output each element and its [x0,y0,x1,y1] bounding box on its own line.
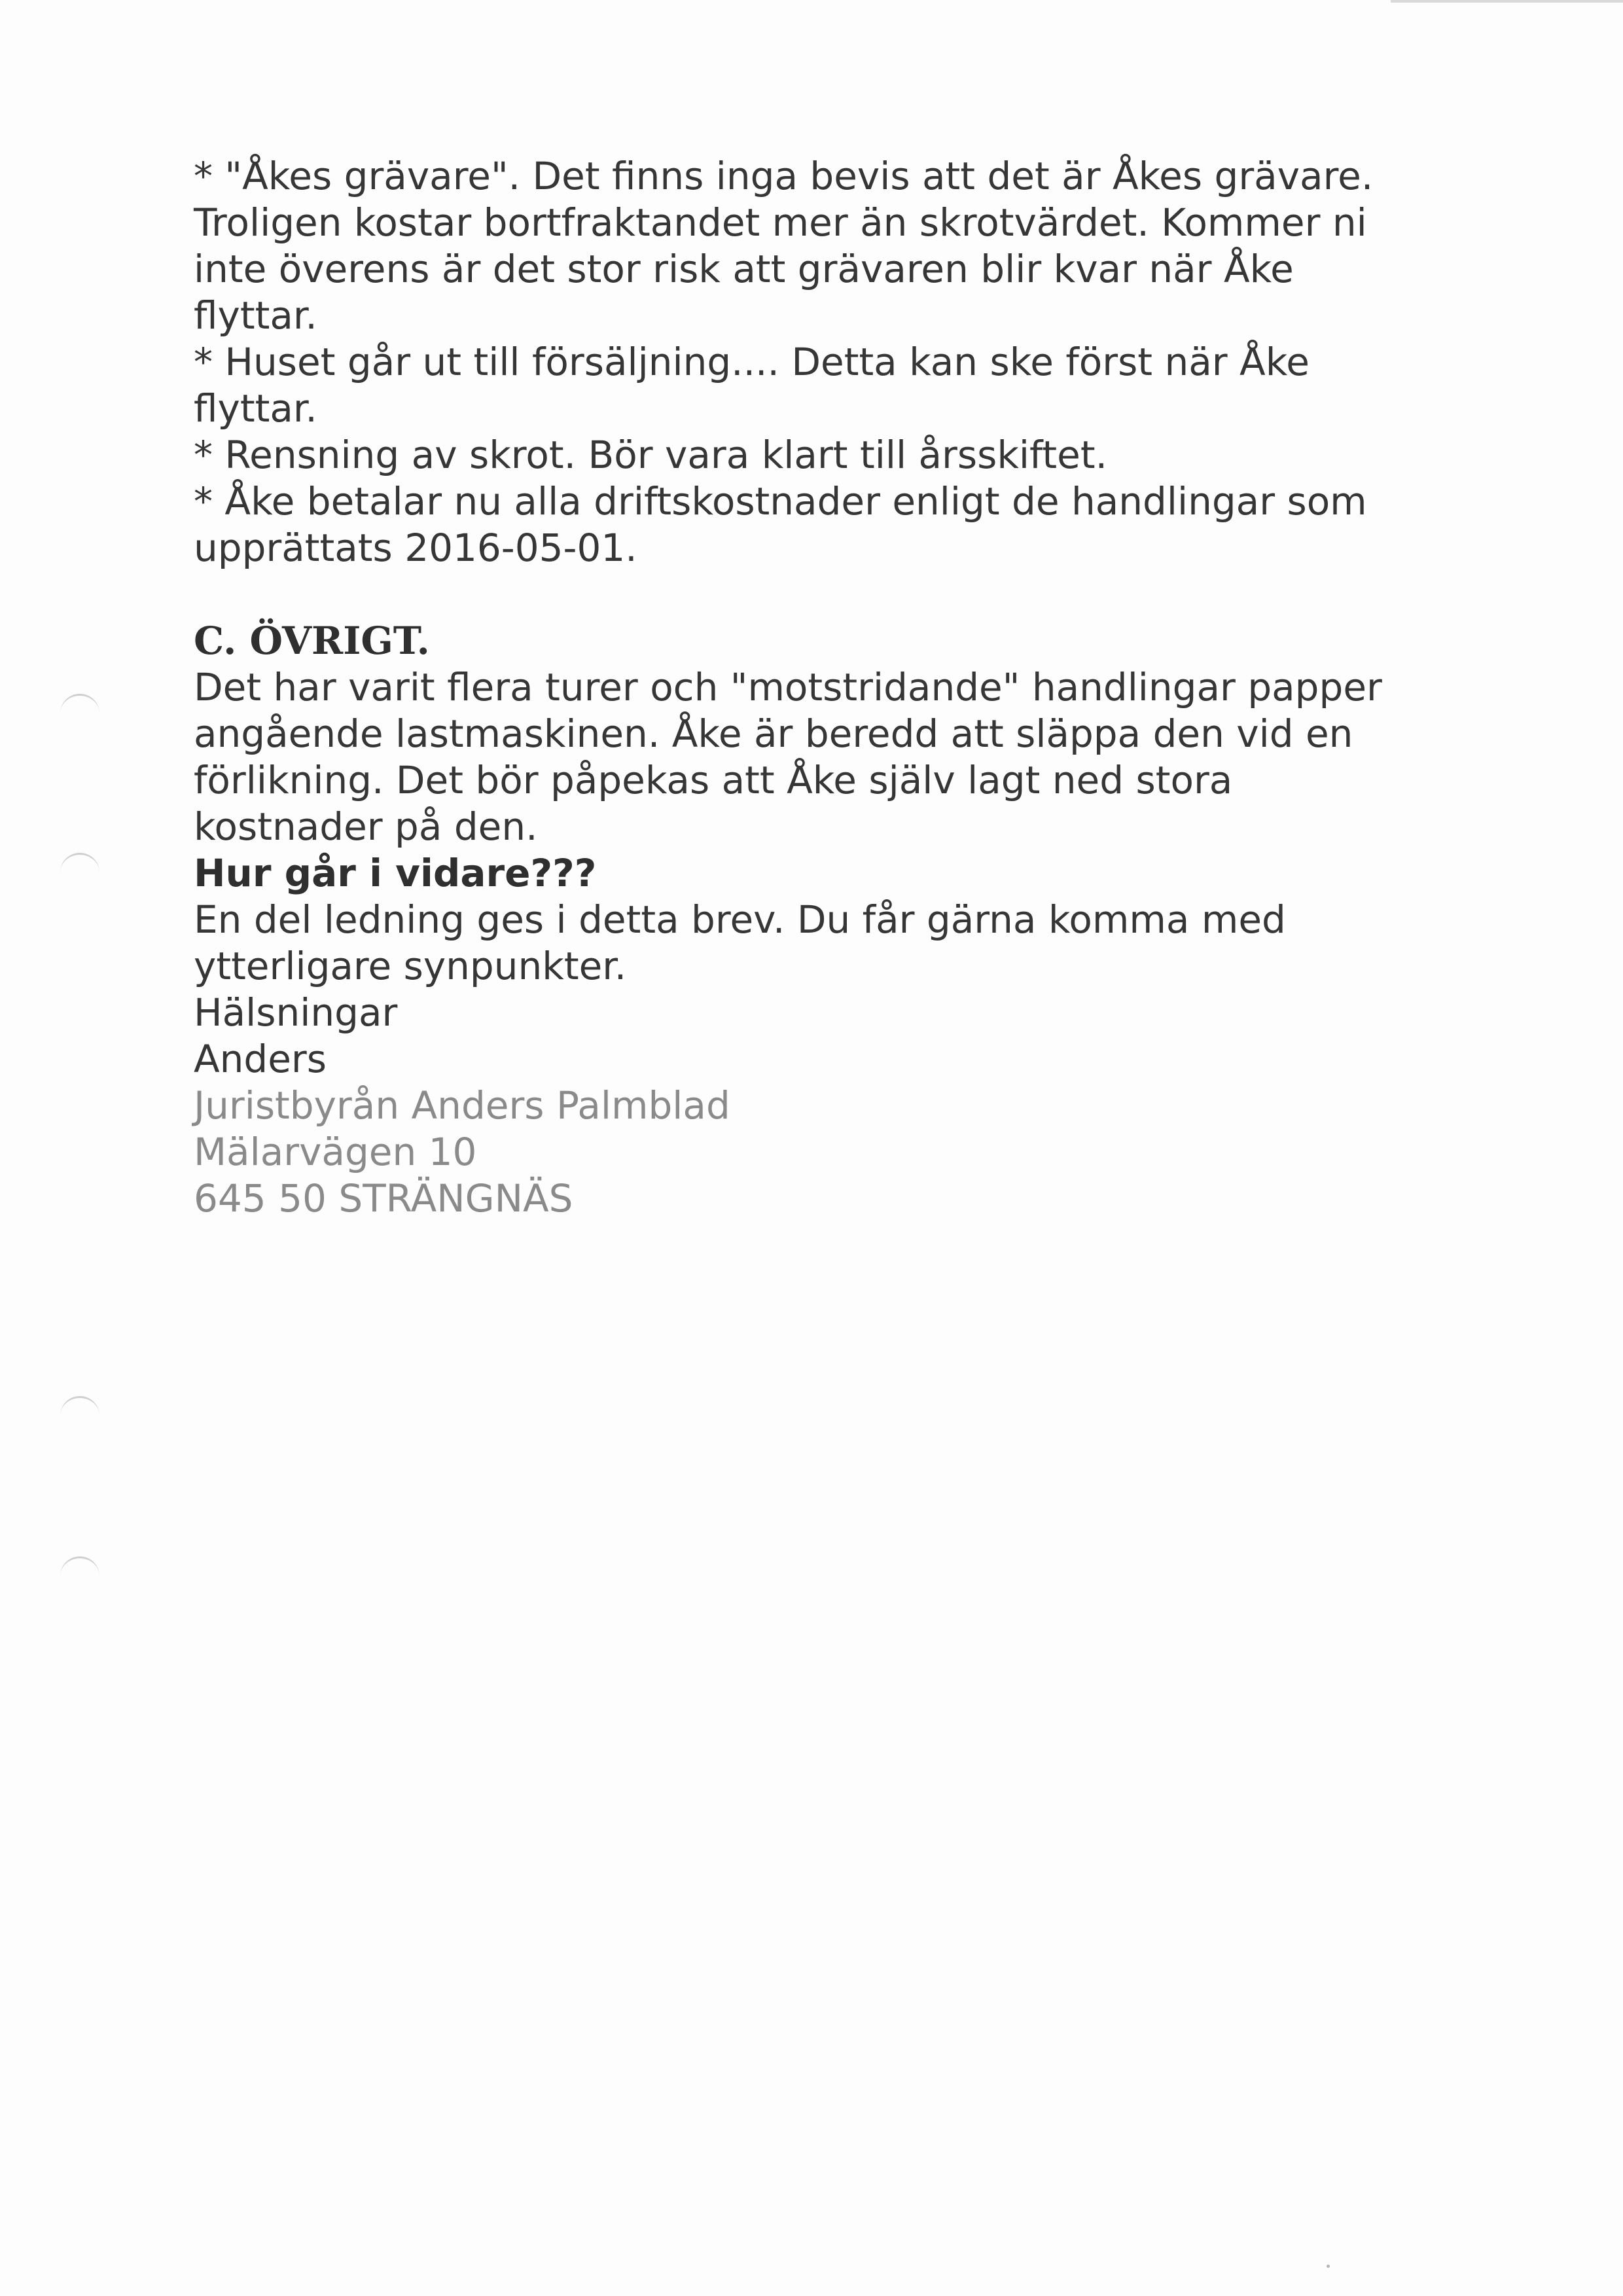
paragraph-line: * Rensning av skrot. Bör vara klart till årsskiftet. [194,433,1108,477]
section-heading-ovrigt: C. ÖVRIGT. [194,619,430,663]
paragraph-line: flyttar. [194,293,317,338]
section-line: förlikning. Det bör påpekas att Åke själv lagt ned stora [194,758,1233,802]
spacer [194,571,1503,618]
address-street: Mälarvägen 10 [194,1130,477,1174]
closing-line: ytterligare synpunkter. [194,944,627,988]
punch-hole-mark [60,1556,99,1585]
greeting: Hälsningar [194,990,398,1035]
paragraph-line: * "Åkes grävare". Det finns inga bevis att det är Åkes grävare. [194,154,1374,198]
paragraph-line: inte överens är det stor risk att grävaren blir kvar när Åke [194,247,1294,291]
section-line: Det har varit flera turer och "motstridande" handlingar papper [194,665,1382,709]
section-line: kostnader på den. [194,804,538,849]
scan-speck [1327,2265,1330,2268]
paragraph-line: Troligen kostar bortfraktandet mer än skrotvärdet. Kommer ni [194,200,1367,245]
punch-hole-mark [60,1396,99,1424]
paragraph-line: * Huset går ut till försäljning.... Detta kan ske först när Åke [194,340,1310,384]
next-steps-heading: Hur går i vidare??? [194,851,597,895]
paragraph-line: upprättats 2016-05-01. [194,526,637,570]
paragraph-line: * Åke betalar nu alla driftskostnader enligt de handlingar som [194,479,1367,524]
paragraph-line: flyttar. [194,386,317,431]
letter-body [194,153,1503,1222]
section-line: angående lastmaskinen. Åke är beredd att släppa den vid en [194,711,1353,756]
address-city: 645 50 STRÄNGNÄS [194,1176,573,1221]
punch-hole-mark [60,853,99,881]
signature: Anders [194,1037,327,1081]
closing-line: En del ledning ges i detta brev. Du får gärna komma med [194,897,1286,942]
punch-hole-mark [60,694,99,722]
scan-edge-line [1391,0,1623,3]
address-company: Juristbyrån Anders Palmblad [194,1083,730,1128]
